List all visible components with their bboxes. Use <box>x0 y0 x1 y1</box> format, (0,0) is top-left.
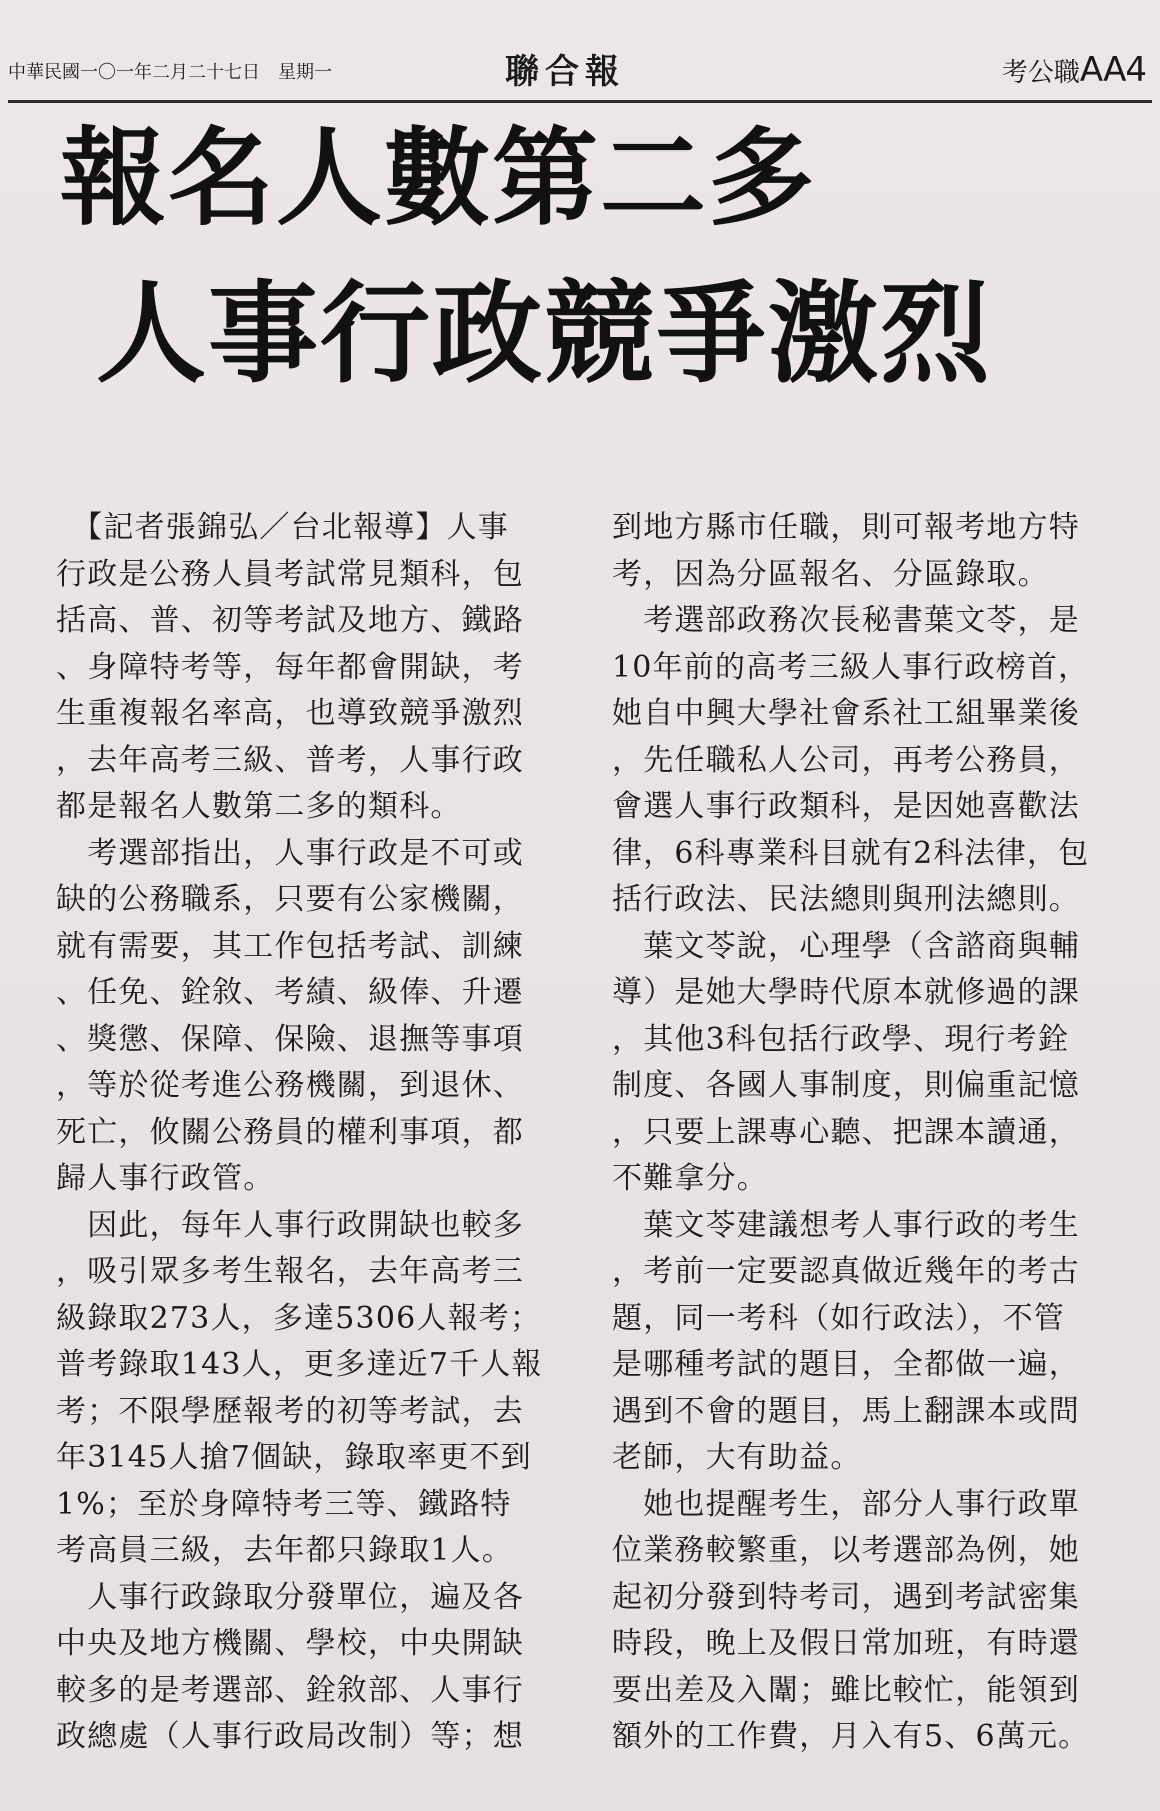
newspaper-name: 聯合報 <box>505 52 625 92</box>
article-line: 考，因為分區報名、分區錄取。 <box>612 556 1049 592</box>
article-line: 要出差及入闈；雖比較忙，能領到 <box>612 1672 1080 1708</box>
article-line: 題，同一考科（如行政法），不管 <box>612 1300 1065 1336</box>
article-column-right <box>612 505 1112 1761</box>
article-line: 年3145人搶7個缺，錄取率更不到 <box>56 1440 532 1475</box>
article-line: 括行政法、民法總則與刑法總則。 <box>612 882 1080 917</box>
article-line: 較多的是考選部、銓敘部、人事行 <box>56 1672 524 1708</box>
publication-date: 中華民國一〇一年二月二十七日 星期一 <box>8 62 332 83</box>
article-line: 起初分發到特考司，遇到考試密集 <box>612 1579 1080 1615</box>
article-line: 她自中興大學社會系社工組畢業後 <box>612 696 1080 731</box>
article-line: ，其他3科包括行政學、現行考銓 <box>612 1021 1070 1057</box>
article-line: 會選人事行政類科，是因她喜歡法 <box>612 789 1080 824</box>
article-line: 就有需要，其工作包括考試、訓練 <box>56 928 524 964</box>
article-line: 不難拿分。 <box>612 1161 768 1196</box>
article-line: ，等於從考進公務機關，到退休、 <box>56 1068 524 1103</box>
article-line: 時段，晚上及假日常加班，有時還 <box>612 1626 1080 1661</box>
article-column-left <box>56 505 556 1761</box>
article-line: 她也提醒考生，部分人事行政單 <box>612 1486 1080 1522</box>
section-name: 考公職 <box>1001 58 1080 88</box>
article-line: 、任免、銓敘、考績、級俸、升遷 <box>56 975 524 1010</box>
article-line: 考高員三級，去年都只錄取1人。 <box>56 1533 514 1568</box>
article-line: 級錄取273人，多達5306人報考； <box>56 1300 542 1336</box>
article-line: 10年前的高考三級人事行政榜首， <box>612 649 1090 685</box>
article-line: 歸人事行政管。 <box>56 1161 275 1196</box>
article-line: ，考前一定要認真做近幾年的考古 <box>612 1254 1080 1289</box>
article-line: 【記者張錦弘／台北報導】人事 <box>56 510 509 545</box>
article-line: 政總處（人事行政局改制）等；想 <box>56 1719 524 1754</box>
article-line: 死亡，攸關公務員的權利事項，都 <box>56 1114 524 1150</box>
article-line: 位業務較繁重，以考選部為例，她 <box>612 1533 1080 1568</box>
article-line: ，吸引眾多考生報名，去年高考三 <box>56 1254 524 1289</box>
article-line: 中央及地方機關、學校，中央開缺 <box>56 1626 524 1661</box>
article-line: 到地方縣市任職，則可報考地方特 <box>612 510 1080 545</box>
article-line: 因此，每年人事行政開缺也較多 <box>56 1207 524 1243</box>
article-line: 是哪種考試的題目，全都做一遍， <box>612 1347 1080 1382</box>
headline <box>60 115 1120 398</box>
article-line: 遇到不會的題目，馬上翻課本或問 <box>612 1393 1080 1429</box>
headline-line-1: 報名人數第二多 <box>60 115 816 240</box>
article-line: ，只要上課專心聽、把課本讀通， <box>612 1114 1080 1150</box>
article-line: 人事行政錄取分發單位，遍及各 <box>56 1579 524 1615</box>
article-line: 普考錄取143人，更多達近7千人報 <box>56 1347 543 1382</box>
article-line: 缺的公務職系，只要有公家機關， <box>56 882 524 917</box>
article-line: 都是報名人數第二多的類科。 <box>56 789 462 824</box>
article-line: 括高、普、初等考試及地方、鐵路 <box>56 603 524 638</box>
article-line: 制度、各國人事制度，則偏重記憶 <box>612 1068 1080 1103</box>
article-line: ，去年高考三級、普考，人事行政 <box>56 742 524 778</box>
headline-line-2: 人事行政競爭激烈 <box>96 269 992 398</box>
article-line: 葉文苓建議想考人事行政的考生 <box>612 1207 1080 1243</box>
article-line: 葉文苓說，心理學（含諮商與輔 <box>612 928 1080 964</box>
article-line: 行政是公務人員考試常見類科，包 <box>56 556 524 592</box>
article-line: 老師，大有助益。 <box>612 1440 862 1475</box>
article-line: 額外的工作費，月入有5、6萬元。 <box>612 1719 1090 1754</box>
masthead <box>0 0 1160 100</box>
article-line: 律，6科專業科目就有2科法律，包 <box>612 835 1090 871</box>
article-line: 生重複報名率高，也導致競爭激烈 <box>56 696 524 731</box>
article-line: 考選部指出，人事行政是不可或 <box>56 835 524 871</box>
section-label <box>1002 50 1146 90</box>
article-line: ，先任職私人公司，再考公務員， <box>612 742 1080 778</box>
article-line: 、身障特考等，每年都會開缺，考 <box>56 649 524 685</box>
article-line: 導）是她大學時代原本就修過的課 <box>612 975 1080 1010</box>
page-code: AA4 <box>1079 50 1146 90</box>
article-line: 考選部政務次長秘書葉文苓，是 <box>612 603 1080 638</box>
article-line: 考；不限學歷報考的初等考試，去 <box>56 1393 524 1429</box>
article-line: 、獎懲、保障、保險、退撫等事項 <box>56 1021 524 1057</box>
article-line: 1%；至於身障特考三等、鐵路特 <box>56 1486 512 1522</box>
masthead-divider <box>8 100 1152 103</box>
